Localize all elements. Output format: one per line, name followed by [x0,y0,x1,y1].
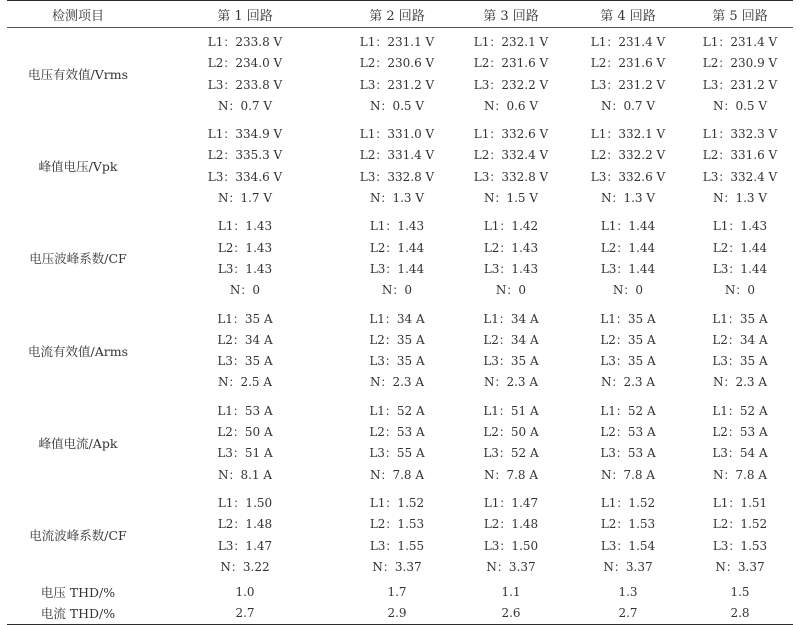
phase-value: N：2.3 A [369,375,425,390]
header-item: 检测项目 [7,1,149,28]
header-circuit-2: 第 2 回路 [341,1,453,28]
phase-value: L2：34 A [712,332,768,347]
phase-value: L3：231.2 V [359,77,435,92]
thd-value: 1.0 [235,584,255,599]
phase-value: L2：35 A [369,332,425,347]
circuit-cell [341,120,453,212]
phase-value: L2：1.43 [483,240,539,255]
phase-value: L3：35 A [217,354,273,369]
phase-value: L1：1.52 [600,495,656,510]
phase-value: L2：1.44 [369,240,425,255]
phase-value: L2：231.6 V [590,56,666,71]
phase-value: L1：52 A [712,403,768,418]
phase-value: L2：1.44 [712,240,768,255]
phase-value: L1：35 A [712,311,768,326]
circuit-cell [453,120,569,212]
thd-value: 2.7 [618,606,638,621]
phase-value: N：7.8 A [600,467,656,482]
phase-value: N：0 [229,283,261,298]
phase-value: N：0.7 V [600,98,656,113]
phase-value: L1：35 A [600,311,656,326]
thd-value: 2.8 [730,606,750,621]
table-row [7,305,793,397]
row-label: 峰值电流/Apk [38,435,118,451]
circuit-cell [341,305,453,397]
phase-value: L1：1.43 [369,219,425,234]
phase-value: N：2.3 A [600,375,656,390]
phase-value: L3：1.47 [217,538,273,553]
thd-row [7,581,793,603]
phase-value: N：1.7 V [217,191,273,206]
circuit-cell [453,212,569,304]
phase-value: L1：331.0 V [359,127,435,142]
phase-value: N：3.37 [603,559,653,574]
phase-value: N：7.8 A [712,467,768,482]
phase-value: L1：332.6 V [473,127,549,142]
phase-value: L1：231.4 V [590,35,666,49]
phase-value: L2：53 A [712,425,768,440]
header-row [7,1,793,28]
circuit-cell [453,397,569,489]
phase-value: L1：232.1 V [473,35,549,49]
circuit-cell [687,28,793,121]
phase-value: N：0.6 V [483,98,539,113]
phase-value: N：0 [724,283,756,298]
phase-value: L2：53 A [600,425,656,440]
circuit-cell [687,305,793,397]
phase-value: L3：51 A [217,446,273,461]
table-row [7,397,793,489]
thd-value: 1.5 [730,584,750,599]
table-row [7,120,793,212]
phase-value: N：3.37 [372,559,422,574]
phase-value: L1：1.44 [600,219,656,234]
phase-value: L3：334.6 V [207,169,283,184]
phase-value: N：2.5 A [217,375,273,390]
circuit-cell [149,305,341,397]
phase-value: N：1.3 V [600,191,656,206]
phase-value: L3：1.44 [369,261,425,276]
thd-value: 2.9 [387,606,407,621]
circuit-cell [453,489,569,581]
circuit-cell [149,397,341,489]
phase-value: L3：1.50 [483,538,539,553]
circuit-cell [341,397,453,489]
phase-value: L3：35 A [483,354,539,369]
header-circuit-1: 第 1 回路 [149,1,341,28]
phase-value: L3：332.4 V [702,169,778,184]
phase-value: N：0.7 V [217,98,273,113]
phase-value: L2：231.6 V [473,56,549,71]
phase-value: L3：35 A [712,354,768,369]
header-circuit-5: 第 5 回路 [687,1,793,28]
phase-value: L3：1.53 [712,538,768,553]
circuit-cell [687,120,793,212]
table-row [7,212,793,304]
phase-value: L1：1.51 [712,495,768,510]
phase-value: L1：53 A [217,403,273,418]
phase-value: L3：55 A [369,446,425,461]
phase-value: N：2.3 A [712,375,768,390]
phase-value: L1：1.52 [369,495,425,510]
phase-value: L2：1.48 [483,517,539,532]
thd-value: 1.3 [618,584,638,599]
phase-value: N：3.22 [220,559,270,574]
phase-value: L3：35 A [600,354,656,369]
phase-value: L1：1.42 [483,219,539,234]
table-row [7,28,793,121]
phase-value: L1：332.1 V [590,127,666,142]
phase-value: N：0.5 V [712,98,768,113]
phase-value: L1：35 A [217,311,273,326]
phase-value: N：0 [381,283,413,298]
circuit-cell [341,212,453,304]
phase-value: L3：332.6 V [590,169,666,184]
phase-value: L2：230.6 V [359,56,435,71]
table-row [7,489,793,581]
phase-value: L2：1.52 [712,517,768,532]
phase-value: L2：50 A [483,425,539,440]
phase-value: N：3.37 [486,559,536,574]
phase-value: N：1.3 V [712,191,768,206]
phase-value: L3：1.43 [217,261,273,276]
phase-value: L2：1.53 [369,517,425,532]
phase-value: L2：332.2 V [590,148,666,163]
phase-value: L3：232.2 V [473,77,549,92]
thd-row [7,603,793,625]
phase-value: L3：52 A [483,446,539,461]
row-label: 电流波峰系数/CF [29,528,127,544]
phase-value: L2：332.4 V [473,148,549,163]
phase-value: L2：34 A [217,332,273,347]
phase-value: L3：231.2 V [590,77,666,92]
phase-value: L3：332.8 V [359,169,435,184]
phase-value: L1：1.47 [483,495,539,510]
phase-value: L1：233.8 V [207,35,283,49]
thd-value: 1.7 [387,584,407,599]
thd-value: 2.6 [501,606,521,621]
circuit-cell [341,489,453,581]
circuit-cell [687,489,793,581]
phase-value: L3：233.8 V [207,77,283,92]
table-body [7,28,793,625]
thd-value: 2.7 [235,606,255,621]
table-header [7,1,793,28]
circuit-cell [569,212,687,304]
row-label: 电压波峰系数/CF [29,251,127,267]
phase-value: L3：35 A [369,354,425,369]
row-label: 电压有效值/Vrms [28,67,128,83]
phase-value: L1：332.3 V [702,127,778,142]
phase-value: L2：230.9 V [702,56,778,71]
phase-value: L1：52 A [369,403,425,418]
phase-value: N：2.3 A [483,375,539,390]
phase-value: N：0 [495,283,527,298]
phase-value: L2：331.4 V [359,148,435,163]
phase-value: N：8.1 A [217,467,273,482]
phase-value: L3：231.2 V [702,77,778,92]
phase-value: N：7.8 A [369,467,425,482]
phase-value: L2：35 A [600,332,656,347]
phase-value: L2：50 A [217,425,273,440]
measurement-table [7,0,793,625]
phase-value: L2：331.6 V [702,148,778,163]
phase-value: L1：1.43 [712,219,768,234]
circuit-cell [149,120,341,212]
circuit-cell [453,305,569,397]
phase-value: L2：1.44 [600,240,656,255]
phase-value: L1：334.9 V [207,127,283,142]
phase-value: L3：53 A [600,446,656,461]
thd-value: 1.1 [501,584,521,599]
circuit-cell [149,489,341,581]
phase-value: L3：1.44 [712,261,768,276]
phase-value: N：1.3 V [369,191,425,206]
row-label: 电压 THD/% [40,584,116,600]
phase-value: L2：335.3 V [207,148,283,163]
phase-value: L1：1.43 [217,219,273,234]
phase-value: L2：1.43 [217,240,273,255]
circuit-cell [569,120,687,212]
circuit-cell [149,212,341,304]
phase-value: L3：1.44 [600,261,656,276]
circuit-cell [687,397,793,489]
phase-value: N：7.8 A [483,467,539,482]
circuit-cell [569,28,687,121]
phase-value: L2：234.0 V [207,56,283,71]
phase-value: L1：34 A [483,311,539,326]
phase-value: L1：52 A [600,403,656,418]
circuit-cell [569,489,687,581]
phase-value: N：1.5 V [483,191,539,206]
phase-value: L3：54 A [712,446,768,461]
circuit-cell [453,28,569,121]
phase-value: N：0 [612,283,644,298]
circuit-cell [569,305,687,397]
phase-value: L3：332.8 V [473,169,549,184]
circuit-cell [569,397,687,489]
phase-value: L3：1.54 [600,538,656,553]
phase-value: N：0.5 V [369,98,425,113]
phase-value: L2：1.48 [217,517,273,532]
row-label: 峰值电压/Vpk [38,159,118,175]
phase-value: L1：1.50 [217,495,273,510]
circuit-cell [687,212,793,304]
phase-value: L1：231.1 V [359,35,435,49]
circuit-cell [149,28,341,121]
phase-value: N：3.37 [715,559,765,574]
header-circuit-3: 第 3 回路 [453,1,569,28]
phase-value: L2：1.53 [600,517,656,532]
row-label: 电流 THD/% [40,606,116,622]
circuit-cell [341,28,453,121]
phase-value: L2：34 A [483,332,539,347]
phase-value: L3：1.43 [483,261,539,276]
header-circuit-4: 第 4 回路 [569,1,687,28]
phase-value: L3：1.55 [369,538,425,553]
phase-value: L1：34 A [369,311,425,326]
phase-value: L2：53 A [369,425,425,440]
phase-value: L1：51 A [483,403,539,418]
row-label: 电流有效值/Arms [28,343,128,359]
phase-value: L1：231.4 V [702,35,778,49]
